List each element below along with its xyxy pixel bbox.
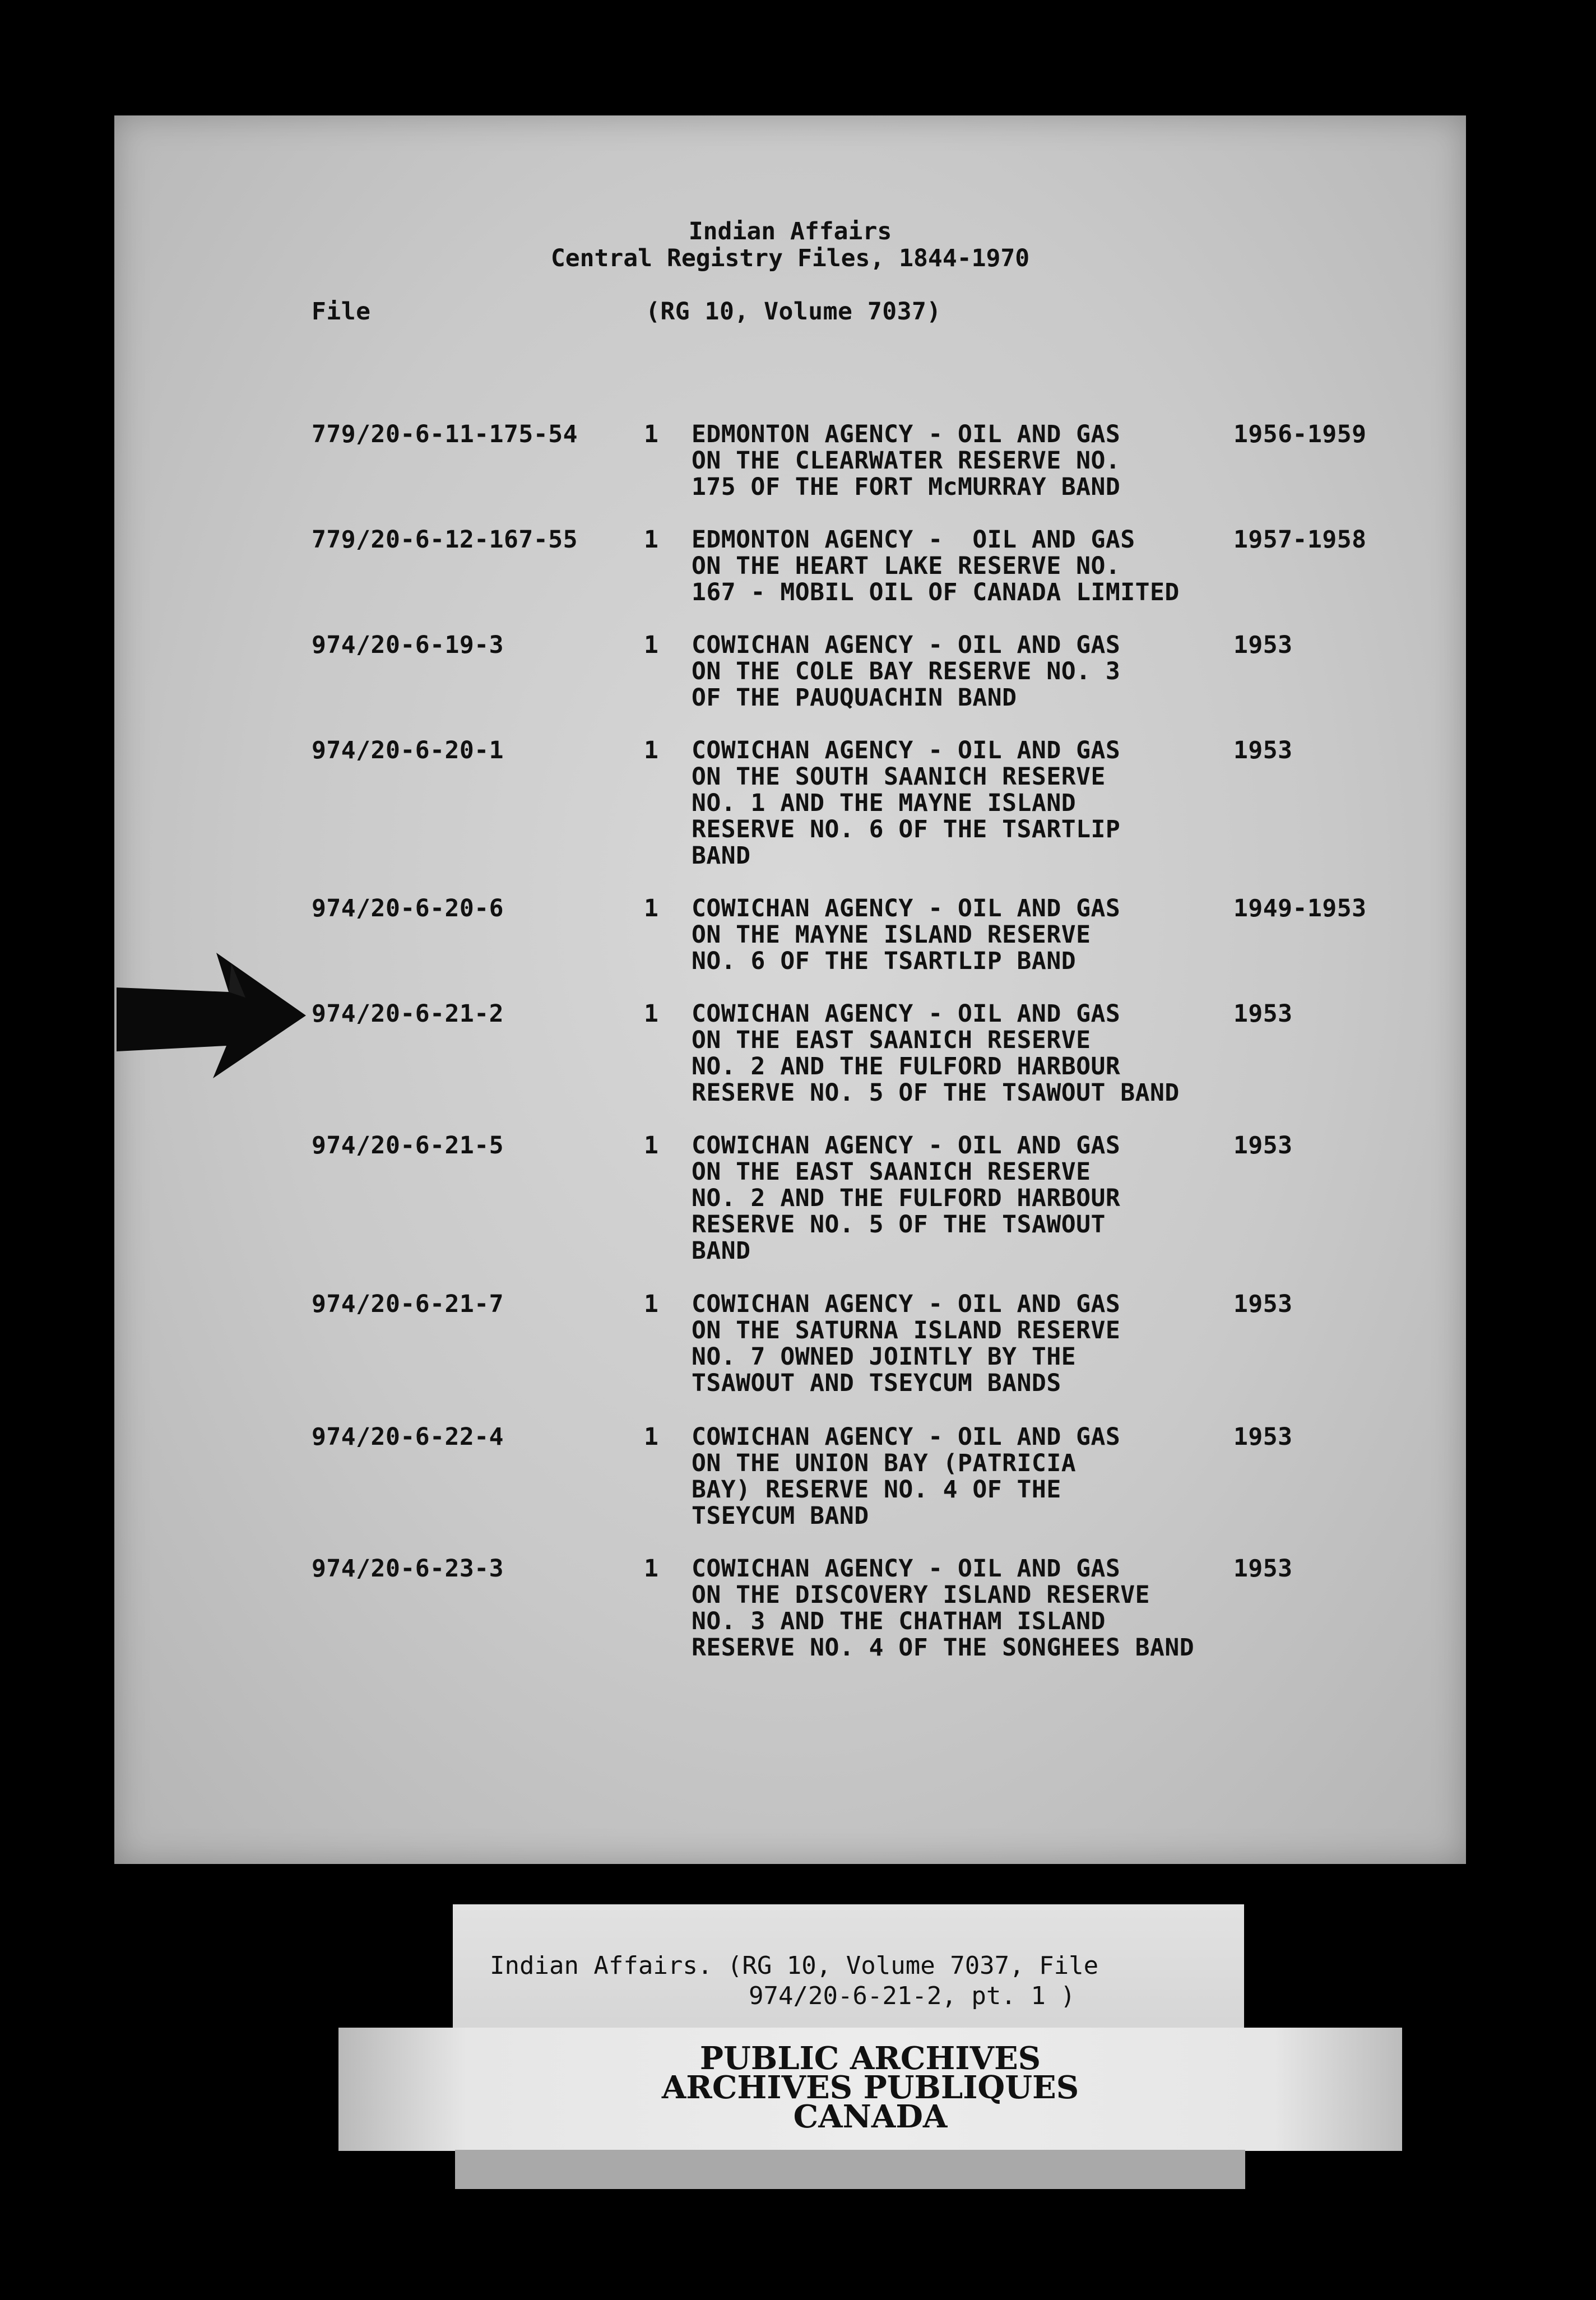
stamp-line-2: ARCHIVES PUBLIQUES — [661, 2069, 1079, 2106]
file-dates: 1953 — [1233, 1423, 1293, 1451]
file-dates: 1953 — [1233, 1555, 1293, 1583]
file-description: COWICHAN AGENCY - OIL AND GAS ON THE MAYNE ISLAND RESERVE NO. 6 OF THE TSARTLIP BAND — [692, 894, 1121, 975]
volume-reference: (RG 10, Volume 7037) — [646, 298, 941, 326]
file-number: 779/20-6-11-175-54 — [312, 420, 578, 448]
mount-strip — [455, 2150, 1245, 2189]
label-line-1: Indian Affairs. (RG 10, Volume 7037, File — [490, 1951, 1099, 1980]
file-dates: 1953 — [1233, 736, 1293, 764]
file-reference-label — [453, 1904, 1244, 2043]
file-number: 974/20-6-21-2 — [312, 1000, 504, 1028]
file-part: 1 — [644, 631, 659, 659]
file-number: 974/20-6-19-3 — [312, 631, 504, 659]
file-dates: 1956-1959 — [1233, 420, 1367, 448]
file-description: COWICHAN AGENCY - OIL AND GAS ON THE EAST SAANICH RESERVE NO. 2 AND THE FULFORD HARBOUR RESERVE NO. 5 OF THE TSAWOUT BAND — [692, 1000, 1180, 1107]
file-part: 1 — [644, 1132, 659, 1160]
file-part: 1 — [644, 736, 659, 764]
file-dates: 1953 — [1233, 1000, 1293, 1028]
file-dates: 1949-1953 — [1233, 894, 1367, 922]
file-part: 1 — [644, 1555, 659, 1583]
file-part: 1 — [644, 894, 659, 922]
file-description: COWICHAN AGENCY - OIL AND GAS ON THE DISCOVERY ISLAND RESERVE NO. 3 AND THE CHATHAM ISLAND RESERVE NO. 4 OF THE SONGHEES BAND — [692, 1555, 1195, 1662]
header-subtitle: Central Registry Files, 1844-1970 — [550, 244, 1030, 272]
file-part: 1 — [644, 420, 659, 448]
file-dates: 1953 — [1233, 1132, 1293, 1160]
stamp-line-1: PUBLIC ARCHIVES — [699, 2040, 1041, 2077]
file-description: EDMONTON AGENCY - OIL AND GAS ON THE CLEARWATER RESERVE NO. 175 OF THE FORT McMURRAY BAND — [692, 420, 1121, 501]
file-description: EDMONTON AGENCY - OIL AND GAS ON THE HEART LAKE RESERVE NO. 167 - MOBIL OIL OF CANADA LIMITED — [692, 526, 1180, 606]
file-number: 974/20-6-20-1 — [312, 736, 504, 764]
arrow-right-icon — [117, 953, 324, 1082]
stamp-line-3: CANADA — [793, 2098, 948, 2135]
archives-stamp — [338, 2028, 1402, 2151]
file-description: COWICHAN AGENCY - OIL AND GAS ON THE SOUTH SAANICH RESERVE NO. 1 AND THE MAYNE ISLAND RESERVE NO. 6 OF THE TSARTLIP BAND — [692, 736, 1121, 870]
file-dates: 1953 — [1233, 1290, 1293, 1318]
header-title: Indian Affairs — [688, 217, 892, 245]
file-description: COWICHAN AGENCY - OIL AND GAS ON THE COLE BAY RESERVE NO. 3 OF THE PAUQUACHIN BAND — [692, 631, 1121, 712]
label-line-2: 974/20-6-21-2, pt. 1 ) — [749, 1982, 1075, 2010]
file-number: 974/20-6-21-5 — [312, 1132, 504, 1160]
file-number: 974/20-6-20-6 — [312, 894, 504, 922]
file-column-heading: File — [312, 298, 371, 326]
file-dates: 1957-1958 — [1233, 526, 1367, 554]
file-number: 974/20-6-21-7 — [312, 1290, 504, 1318]
file-part: 1 — [644, 1423, 659, 1451]
file-part: 1 — [644, 1000, 659, 1028]
file-description: COWICHAN AGENCY - OIL AND GAS ON THE UNION BAY (PATRICIA BAY) RESERVE NO. 4 OF THE TSEYCUM BAND — [692, 1423, 1121, 1530]
file-number: 974/20-6-22-4 — [312, 1423, 504, 1451]
file-part: 1 — [644, 526, 659, 554]
file-part: 1 — [644, 1290, 659, 1318]
file-number: 779/20-6-12-167-55 — [312, 526, 578, 554]
file-description: COWICHAN AGENCY - OIL AND GAS ON THE EAST SAANICH RESERVE NO. 2 AND THE FULFORD HARBOUR RESERVE NO. 5 OF THE TSAWOUT BAND — [692, 1132, 1121, 1265]
file-dates: 1953 — [1233, 631, 1293, 659]
file-description: COWICHAN AGENCY - OIL AND GAS ON THE SATURNA ISLAND RESERVE NO. 7 OWNED JOINTLY BY THE TSAWOUT AND TSEYCUM BANDS — [692, 1290, 1121, 1397]
file-number: 974/20-6-23-3 — [312, 1555, 504, 1583]
